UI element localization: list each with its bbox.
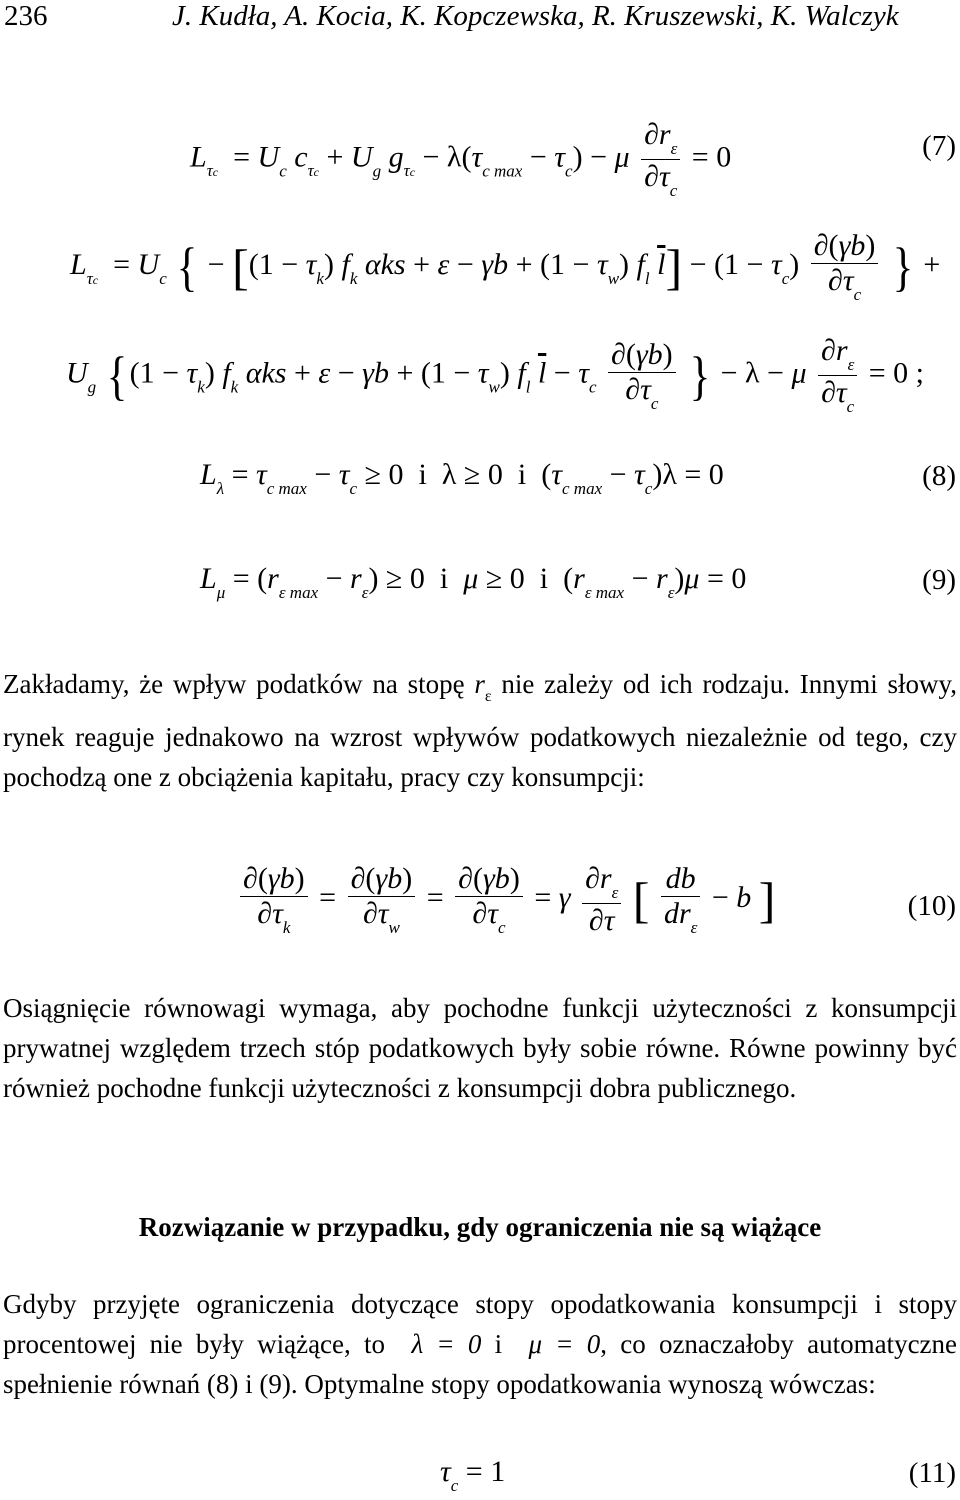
- equation-9-conj-2: i: [539, 562, 549, 595]
- equation-10: [0, 862, 960, 952]
- equation-9-number: (9): [922, 564, 956, 596]
- paragraph-1-symbol: $r_\varepsilon$: [474, 669, 492, 705]
- equation-7-line-2-expression: $L_{\tau c} = U_c$ { − [$(1 - \tau_k)$ $f_k$ $\alpha ks + \varepsilon - \gamma b + (1 - \tau_w)$ $f_l$ $\overline{l}] - (1 - \tau_c)$ $\frac{\partial(\gamma b)}{\partial\tau_c}$ } +: [70, 229, 941, 304]
- paragraph-3-conj: i: [494, 1329, 503, 1359]
- equation-7-number: (7): [922, 130, 956, 162]
- equation-10-expression: $\frac{\partial(\gamma b)}{\partial\tau_k}$ = $\frac{\partial(\gamma b)}{\partial\tau_w}$ = $\frac{\partial(\gamma b)}{\partial\tau_c}$ = γ $\frac{\partial r_\varepsilon}{\partial\tau}$ [ $\frac{db}{dr_\varepsilon}$ − b ]: [236, 862, 775, 938]
- paragraph-2-text: Osiągnięcie równowagi wymaga, aby pochodne funkcji użyteczności z konsumpcji prywatnej względem trzech stóp podatkowych były sobie równe. Równe powinny być również pochodne funkcji użyteczności z konsumpcji dobra publicznego.: [3, 993, 957, 1103]
- paragraph-3-mu: μ = 0: [528, 1329, 601, 1359]
- paragraph-3-end: , co oznaczałoby automatyczne spełnienie równań (8) i (9). Optymalne stopy opodatkowania wynoszą wówczas:: [3, 1329, 958, 1399]
- equation-7-line-3-expression: $U_g$ {$(1 - \tau_k)$ $f_k$ $\alpha ks + \varepsilon - \gamma b + (1 - \tau_w)$ $f_l$ $\overline{l} - \tau_c$ $\frac{\partial(\gamma b)}{\partial\tau_c}$ } − λ − μ $\frac{\partial r_\varepsilon}{\partial\tau_c}$ = 0 ;: [66, 334, 925, 416]
- paragraph-3-start: Gdyby przyjęte ograniczenia dotyczące stopy opodatkowania konsumpcji i stopy procentowej nie były wiążące, to: [3, 1289, 957, 1359]
- equation-11-expression: $\tau_c = 1$: [440, 1455, 506, 1495]
- equation-8-conj-2: i: [517, 458, 527, 491]
- paragraph-3-lambda: λ = 0: [411, 1329, 482, 1359]
- paragraph-3: [3, 1284, 957, 1404]
- paragraph-1-rest: Innymi słowy, rynek reaguje jednakowo na wzrost wpływów podatkowych niezależnie od tego, czy pochodzą one z obciążenia kapitału, pracy czy konsumpcji:: [3, 669, 958, 792]
- equation-7-line-1: [0, 108, 960, 200]
- equation-10-number: (10): [907, 890, 956, 922]
- paragraph-1-start: Zakładamy, że wpływ podatków na stopę: [3, 669, 465, 699]
- section-heading: Rozwiązanie w przypadku, gdy ograniczenia nie są wiążące: [138, 1212, 822, 1242]
- equation-8: [0, 458, 960, 508]
- equation-7-line-3: [0, 330, 960, 430]
- page-number: 236: [4, 0, 48, 32]
- equation-8-conj-1: i: [418, 458, 427, 491]
- equation-11: [0, 1455, 960, 1499]
- paragraph-1: [3, 664, 957, 797]
- equation-8-number: (8): [922, 460, 956, 492]
- equation-7-expression: $L_{\tau c} = U_c$ $c_{\tau c} + U_g$ $g_{\tau c} - \lambda(\tau_{c max} - \tau_c) - \mu$ $\frac{\partial r_\varepsilon}{\partial\tau_c}$ = 0: [190, 118, 732, 200]
- equation-8-expression: $L_\lambda = \tau_{c max} - \tau_c \ge 0$ i λ ≥ 0 i $(\tau_{c max} - \tau_c)\lambda = 0$: [200, 458, 724, 498]
- paragraph-2: [3, 988, 957, 1108]
- running-head: J. Kudła, A. Kocia, K. Kopczewska, R. Kruszewski, K. Walczyk: [172, 0, 899, 32]
- paragraph-1-end: nie zależy od ich rodzaju.: [501, 669, 791, 699]
- equation-9: [0, 562, 960, 612]
- equation-9-conj-1: i: [439, 562, 449, 595]
- page-header: [0, 0, 960, 40]
- equation-9-expression: $L_\mu = (r_{\varepsilon max} - r_\varepsilon) \ge 0$ i μ ≥ 0 i $(r_{\varepsilon max} - r_\varepsilon)\mu = 0$: [200, 562, 747, 602]
- equation-11-number: (11): [908, 1457, 956, 1489]
- equation-7-line-2: [0, 225, 960, 325]
